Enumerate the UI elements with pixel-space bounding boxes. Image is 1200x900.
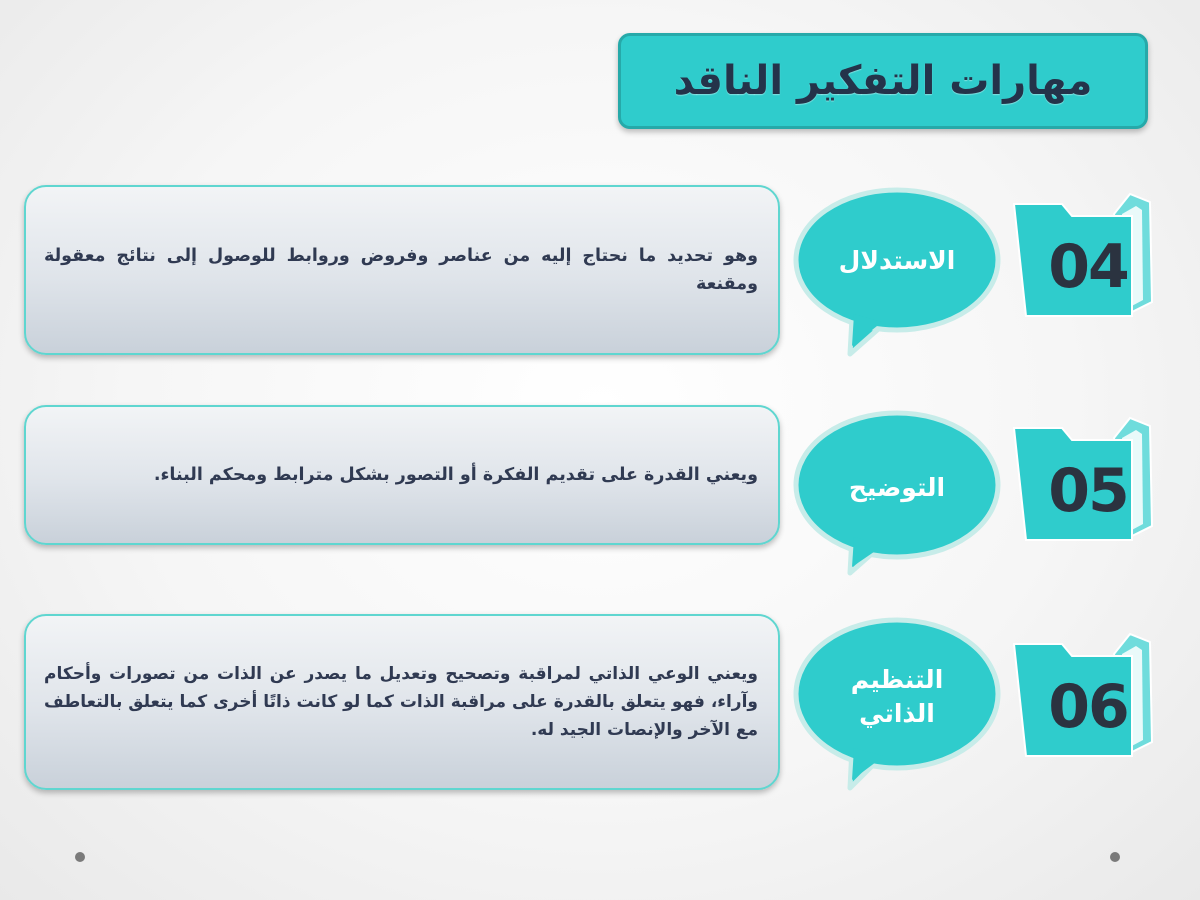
title-banner [618,33,1148,129]
description-box-04 [24,185,780,355]
page-title: مهارات التفكير الناقد [673,58,1093,104]
skill-bubble-06 [792,612,1002,792]
folder-05 [1010,408,1160,548]
folder-number-04: 04 [1048,232,1128,302]
skill-name-06: التنظيم الذاتي [850,665,944,728]
description-box-05 [24,405,780,545]
description-text-06: ويعني الوعي الذاتي لمراقبة وتصحيح وتعديل ما يصدر عن الذات من تصورات وأحكام وآراء، فهو يتعلق بالقدرة على مراقبة الذات كما لو كانت ذاتًا أخرى كما يتعلق بالتعاطف مع الآخر والإنصات الجيد له. [44,664,758,740]
folder-number-05: 05 [1048,456,1128,526]
folder-number-06: 06 [1048,672,1128,742]
skill-name-05: التوضيح [848,473,946,502]
bullet-dot-left [75,852,85,862]
skill-bubble-05 [792,405,1002,585]
description-text-04: وهو تحديد ما نحتاج إليه من عناصر وفروض وروابط للوصول إلى نتائج معقولة ومقنعة [44,246,758,294]
description-text-05: ويعني القدرة على تقديم الفكرة أو التصور بشكل مترابط ومحكم البناء. [153,465,758,485]
skill-bubble-04 [792,186,1002,366]
description-box-06 [24,614,780,790]
folder-06 [1010,624,1160,764]
folder-04 [1010,184,1160,324]
skill-name-04: الاستدلال [838,246,956,275]
bullet-dot-right [1110,852,1120,862]
